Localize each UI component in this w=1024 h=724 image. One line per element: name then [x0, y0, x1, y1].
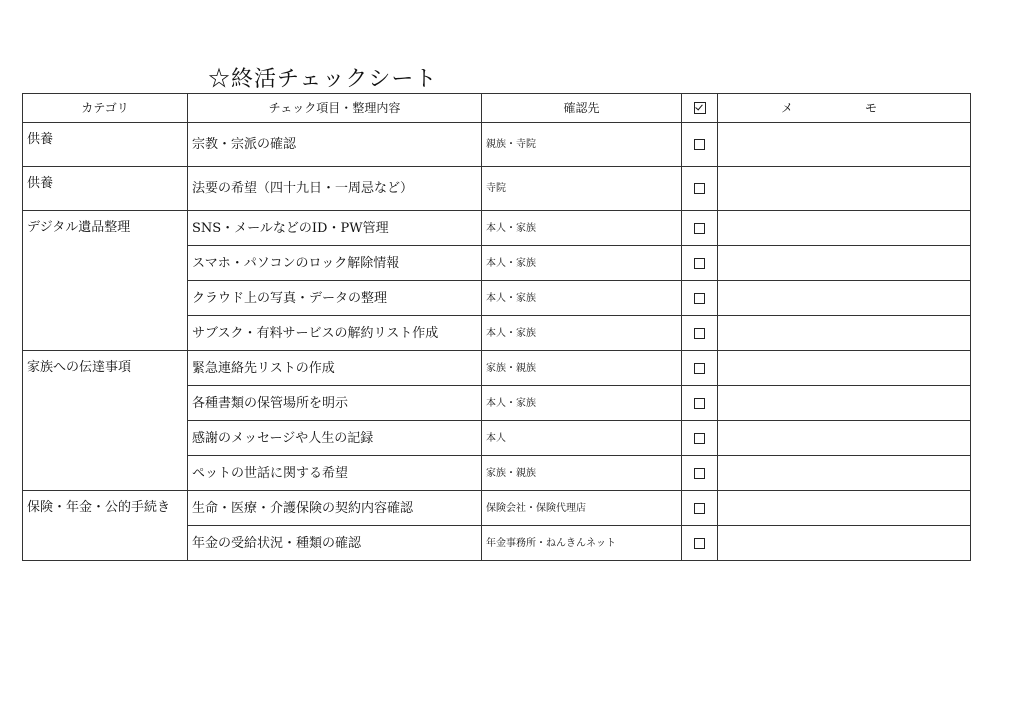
- checkbox-cell: [682, 421, 718, 456]
- checkbox[interactable]: [694, 139, 705, 150]
- contact-cell: 親族・寺院: [482, 123, 682, 167]
- checkbox-cell: [682, 456, 718, 491]
- category-cell: 保険・年金・公的手続き: [23, 491, 188, 561]
- table-row: [23, 491, 971, 526]
- item-cell: 生命・医療・介護保険の契約内容確認: [188, 491, 482, 526]
- contact-cell: 本人・家族: [482, 281, 682, 316]
- item-cell: スマホ・パソコンのロック解除情報: [188, 246, 482, 281]
- checkbox-cell: [682, 386, 718, 421]
- item-cell: 緊急連絡先リストの作成: [188, 351, 482, 386]
- category-cell: 供養: [23, 167, 188, 211]
- table-row: [23, 351, 971, 386]
- contact-cell: 寺院: [482, 167, 682, 211]
- contact-cell: 年金事務所・ねんきんネット: [482, 526, 682, 561]
- header-contact: 確認先: [482, 94, 682, 123]
- checkbox[interactable]: [694, 183, 705, 194]
- checkbox[interactable]: [694, 223, 705, 234]
- memo-cell[interactable]: [718, 316, 971, 351]
- contact-cell: 保険会社・保険代理店: [482, 491, 682, 526]
- checked-box-icon: [694, 102, 706, 114]
- checkbox[interactable]: [694, 328, 705, 339]
- memo-cell[interactable]: [718, 281, 971, 316]
- table-row: [23, 123, 971, 167]
- checkbox-cell: [682, 316, 718, 351]
- contact-cell: 本人・家族: [482, 246, 682, 281]
- category-cell: 供養: [23, 123, 188, 167]
- item-cell: SNS・メールなどのID・PW管理: [188, 211, 482, 246]
- checkbox[interactable]: [694, 293, 705, 304]
- contact-cell: 家族・親族: [482, 351, 682, 386]
- contact-cell: 本人・家族: [482, 211, 682, 246]
- checkbox-cell: [682, 123, 718, 167]
- checkbox[interactable]: [694, 433, 705, 444]
- memo-cell[interactable]: [718, 211, 971, 246]
- memo-cell[interactable]: [718, 246, 971, 281]
- item-cell: ペットの世話に関する希望: [188, 456, 482, 491]
- item-cell: 各種書類の保管場所を明示: [188, 386, 482, 421]
- memo-cell[interactable]: [718, 421, 971, 456]
- memo-cell[interactable]: [718, 123, 971, 167]
- checkbox-cell: [682, 246, 718, 281]
- memo-cell[interactable]: [718, 167, 971, 211]
- item-cell: 法要の希望（四十九日・一周忌など）: [188, 167, 482, 211]
- item-cell: 宗教・宗派の確認: [188, 123, 482, 167]
- item-cell: サブスク・有料サービスの解約リスト作成: [188, 316, 482, 351]
- table-row: [23, 211, 971, 246]
- contact-cell: 家族・親族: [482, 456, 682, 491]
- checkbox-cell: [682, 167, 718, 211]
- checkbox-cell: [682, 281, 718, 316]
- contact-cell: 本人・家族: [482, 386, 682, 421]
- memo-cell[interactable]: [718, 526, 971, 561]
- header-check: [682, 94, 718, 123]
- category-cell: 家族への伝達事項: [23, 351, 188, 491]
- checkbox[interactable]: [694, 468, 705, 479]
- memo-cell[interactable]: [718, 456, 971, 491]
- contact-cell: 本人: [482, 421, 682, 456]
- item-cell: 年金の受給状況・種類の確認: [188, 526, 482, 561]
- checkbox[interactable]: [694, 258, 705, 269]
- checkbox[interactable]: [694, 363, 705, 374]
- memo-cell[interactable]: [718, 351, 971, 386]
- header-memo-label: メ モ: [780, 100, 907, 115]
- sheet-title: ☆終活チェックシート: [208, 67, 438, 92]
- checkbox[interactable]: [694, 538, 705, 549]
- checkbox-cell: [682, 526, 718, 561]
- category-cell: デジタル遺品整理: [23, 211, 188, 351]
- checkbox-cell: [682, 491, 718, 526]
- item-cell: 感謝のメッセージや人生の記録: [188, 421, 482, 456]
- header-category: カテゴリ: [23, 94, 188, 123]
- checklist-table: [22, 93, 971, 561]
- checkbox[interactable]: [694, 503, 705, 514]
- checkbox-cell: [682, 351, 718, 386]
- table-row: [23, 167, 971, 211]
- item-cell: クラウド上の写真・データの整理: [188, 281, 482, 316]
- header-row: [23, 94, 971, 123]
- header-memo: [718, 94, 971, 123]
- memo-cell[interactable]: [718, 386, 971, 421]
- memo-cell[interactable]: [718, 491, 971, 526]
- checkbox[interactable]: [694, 398, 705, 409]
- header-item: チェック項目・整理内容: [188, 94, 482, 123]
- contact-cell: 本人・家族: [482, 316, 682, 351]
- checkbox-cell: [682, 211, 718, 246]
